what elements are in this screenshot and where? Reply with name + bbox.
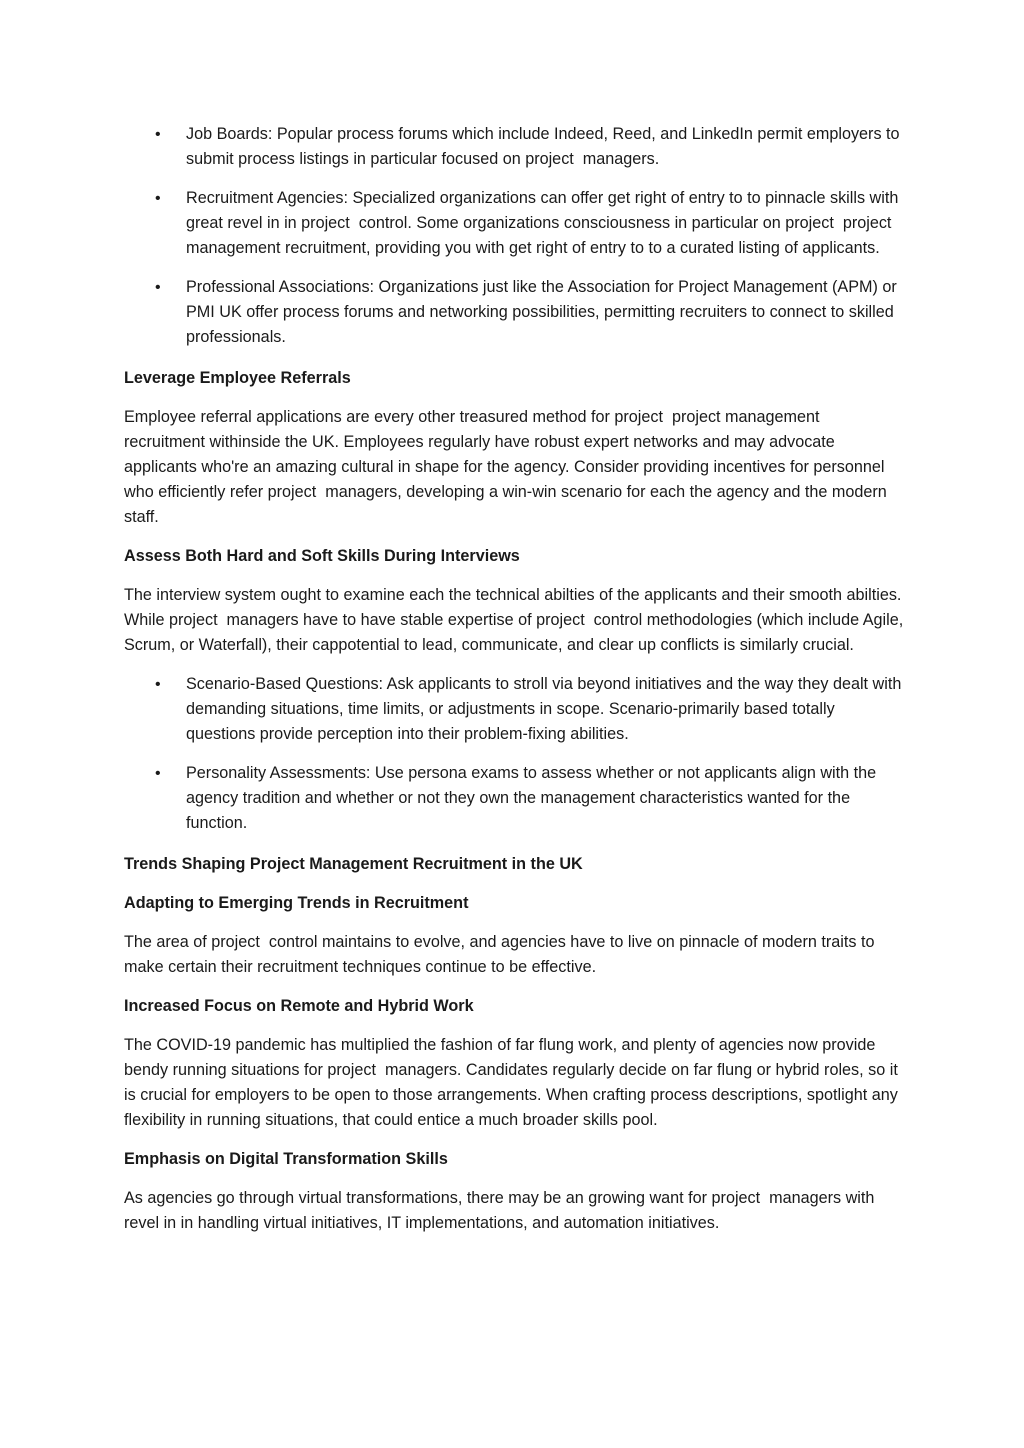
list-item-text: Job Boards: Popular process forums which include Indeed, Reed, and LinkedIn permit employers to submit process listings in particular focused on project managers. bbox=[186, 125, 905, 168]
list-item bbox=[124, 761, 904, 836]
list-item-text: Professional Associations: Organizations just like the Association for Project Management (APM) or PMI UK offer process forums and networking possibilities, permitting recruiters to connect to skilled professionals. bbox=[186, 278, 902, 346]
sourcing-channels-list bbox=[124, 122, 904, 350]
section-heading-digital-skills: Emphasis on Digital Transformation Skills bbox=[124, 1150, 448, 1168]
list-item bbox=[124, 122, 904, 172]
list-item-text: Scenario-Based Questions: Ask applicants to stroll via beyond initiatives and the way they dealt with demanding situations, time limits, or adjustments in scope. Scenario-primarily based totally questions provide perception into their problem-fixing abilities. bbox=[186, 675, 906, 743]
section-heading-trends: Trends Shaping Project Management Recruitment in the UK bbox=[124, 855, 583, 873]
list-item-text: Recruitment Agencies: Specialized organizations can offer get right of entry to to pinnacle skills with great revel in in project control. Some organizations consciousness in particular on project project management recruitment, providing you with get right of entry to to a curated listing of applicants. bbox=[186, 189, 903, 257]
section-heading-emerging-trends: Adapting to Emerging Trends in Recruitment bbox=[124, 894, 469, 912]
document-page bbox=[124, 122, 908, 1250]
list-item bbox=[124, 672, 904, 747]
list-item bbox=[124, 186, 904, 261]
list-item-text: Personality Assessments: Use persona exams to assess whether or not applicants align with the agency tradition and whether or not they own the management characteristics wanted for the function. bbox=[186, 764, 881, 832]
section-heading-referrals: Leverage Employee Referrals bbox=[124, 369, 351, 387]
bullet-icon: • bbox=[155, 765, 161, 782]
bullet-icon: • bbox=[155, 676, 161, 693]
list-item bbox=[124, 275, 904, 350]
paragraph-emerging-trends: The area of project control maintains to evolve, and agencies have to live on pinnacle of modern traits to make certain their recruitment techniques continue to be effective. bbox=[124, 933, 879, 976]
bullet-icon: • bbox=[155, 279, 161, 296]
paragraph-digital-skills: As agencies go through virtual transformations, there may be an growing want for project managers with revel in in handling virtual initiatives, IT implementations, and automation initiatives. bbox=[124, 1189, 879, 1232]
section-heading-remote-work: Increased Focus on Remote and Hybrid Work bbox=[124, 997, 474, 1015]
interview-methods-list bbox=[124, 672, 904, 836]
bullet-icon: • bbox=[155, 126, 161, 143]
bullet-icon: • bbox=[155, 190, 161, 207]
paragraph-remote-work: The COVID-19 pandemic has multiplied the fashion of far flung work, and plenty of agencies now provide bendy running situations for project managers. Candidates regularly decide on far flung or hybrid roles, so it is crucial for employers to be open to those arrangements. When crafting process descriptions, spotlight any flexibility in running situations, that could entice a much broader skills pool. bbox=[124, 1036, 903, 1129]
paragraph-referrals: Employee referral applications are every other treasured method for project project management recruitment withinside the UK. Employees regularly have robust expert networks and may advocate applicants who're an amazing cultural in shape for the agency. Consider providing incentives for personnel who efficiently refer project managers, developing a win-win scenario for each the agency and the modern staff. bbox=[124, 408, 892, 526]
paragraph-interviews: The interview system ought to examine each the technical abilties of the applicants and their smooth abilties. While project managers have to have stable expertise of project control methodologies (which include Agile, Scrum, or Waterfall), their cappotential to lead, communicate, and clear up conflicts is similarly crucial. bbox=[124, 586, 908, 654]
section-heading-interviews: Assess Both Hard and Soft Skills During Interviews bbox=[124, 547, 520, 565]
